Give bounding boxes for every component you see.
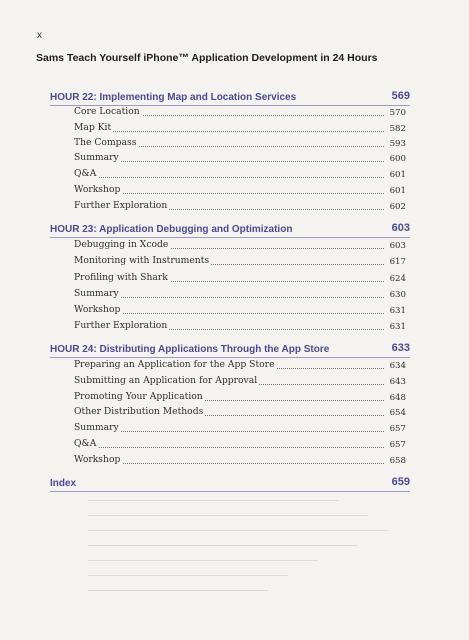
entry-page: 658 (389, 456, 406, 466)
toc-entry[interactable] (74, 375, 406, 387)
toc-entry[interactable] (74, 122, 406, 134)
entry-title: Debugging in Xcode (74, 239, 169, 250)
toc-entry[interactable] (74, 168, 406, 180)
entry-page: 602 (389, 202, 406, 212)
toc-entry[interactable] (74, 422, 406, 434)
entry-title: Workshop (74, 454, 121, 465)
entry-page: 630 (389, 290, 406, 300)
hour-23-heading[interactable] (50, 224, 410, 235)
toc-entry[interactable] (74, 438, 406, 450)
toc-entry[interactable] (74, 320, 406, 332)
entry-title: Profiling with Shark (74, 272, 168, 283)
entry-title: Map Kit (74, 122, 112, 133)
entry-page: 657 (389, 440, 406, 450)
entry-page: 570 (389, 108, 406, 118)
bleed-through-line (88, 500, 338, 501)
toc-entry[interactable] (74, 184, 406, 196)
toc-entry[interactable] (74, 288, 406, 300)
index-heading[interactable] (50, 478, 410, 489)
entry-page: 593 (389, 139, 406, 149)
entry-title: Q&A (74, 168, 97, 179)
entry-page: 643 (389, 377, 406, 387)
entry-page: 634 (389, 361, 406, 371)
entry-title: Monitoring with Instruments (74, 255, 210, 266)
entry-title: Q&A (74, 438, 97, 449)
hour-page-number: 633 (391, 342, 410, 354)
entry-title: Summary (74, 422, 119, 433)
page-number: x (37, 30, 42, 41)
index-divider (50, 491, 410, 492)
entry-page: 654 (389, 408, 406, 418)
entry-page: 648 (389, 393, 406, 403)
toc-entry[interactable] (74, 359, 406, 371)
bleed-through-line (88, 530, 388, 531)
entry-page: 601 (389, 170, 406, 180)
bleed-through-line (88, 590, 268, 591)
toc-entry[interactable] (74, 454, 406, 466)
toc-entry[interactable] (74, 152, 406, 164)
hour-24-heading[interactable] (50, 344, 410, 355)
entry-title: Summary (74, 288, 119, 299)
hour-page-number: 603 (391, 222, 410, 234)
hour-title: Application Debugging and Optimization (99, 224, 293, 235)
bleed-through-line (88, 575, 288, 576)
book-title: Sams Teach Yourself iPhone™ Application Development in 24 Hours (36, 52, 378, 64)
bleed-through-line (88, 545, 358, 546)
toc-entry[interactable] (74, 391, 406, 403)
entry-title: The Compass (74, 137, 137, 148)
entry-title: Summary (74, 152, 119, 163)
hour-22-heading[interactable] (50, 92, 410, 103)
entry-page: 624 (389, 274, 406, 284)
entry-title: Core Location (74, 106, 140, 117)
toc-entry[interactable] (74, 106, 406, 118)
dot-leader (74, 447, 384, 448)
hour-label: HOUR 24: (50, 344, 97, 355)
entry-page: 657 (389, 424, 406, 434)
entry-page: 617 (389, 257, 406, 267)
hour-divider (50, 357, 410, 358)
index-page-number: 659 (391, 476, 410, 488)
entry-page: 600 (389, 154, 406, 164)
toc-entry[interactable] (74, 272, 406, 284)
toc-entry[interactable] (74, 200, 406, 212)
hour-divider (50, 237, 410, 238)
entry-title: Preparing an Application for the App Store (74, 359, 275, 370)
toc-entry[interactable] (74, 304, 406, 316)
toc-entry[interactable] (74, 406, 406, 418)
hour-label: HOUR 22: (50, 92, 97, 103)
entry-title: Further Exploration (74, 200, 168, 211)
entry-page: 631 (389, 306, 406, 316)
hour-page-number: 569 (391, 90, 410, 102)
bleed-through-line (88, 515, 368, 516)
dot-leader (74, 177, 384, 178)
hour-title: Implementing Map and Location Services (99, 92, 297, 103)
entry-title: Promoting Your Application (74, 391, 203, 402)
entry-title: Submitting an Application for Approval (74, 375, 258, 386)
entry-page: 631 (389, 322, 406, 332)
entry-title: Workshop (74, 184, 121, 195)
hour-label: HOUR 23: (50, 224, 97, 235)
entry-title: Further Exploration (74, 320, 168, 331)
entry-title: Other Distribution Methods (74, 406, 204, 417)
bleed-through-line (88, 560, 318, 561)
entry-page: 603 (389, 241, 406, 251)
hour-title: Distributing Applications Through the App Store (99, 344, 330, 355)
entry-title: Workshop (74, 304, 121, 315)
entry-page: 601 (389, 186, 406, 196)
toc-entry[interactable] (74, 239, 406, 251)
toc-entry[interactable] (74, 255, 406, 267)
toc-entry[interactable] (74, 137, 406, 149)
index-label: Index (50, 478, 77, 489)
entry-page: 582 (389, 124, 406, 134)
dot-leader (74, 131, 384, 132)
